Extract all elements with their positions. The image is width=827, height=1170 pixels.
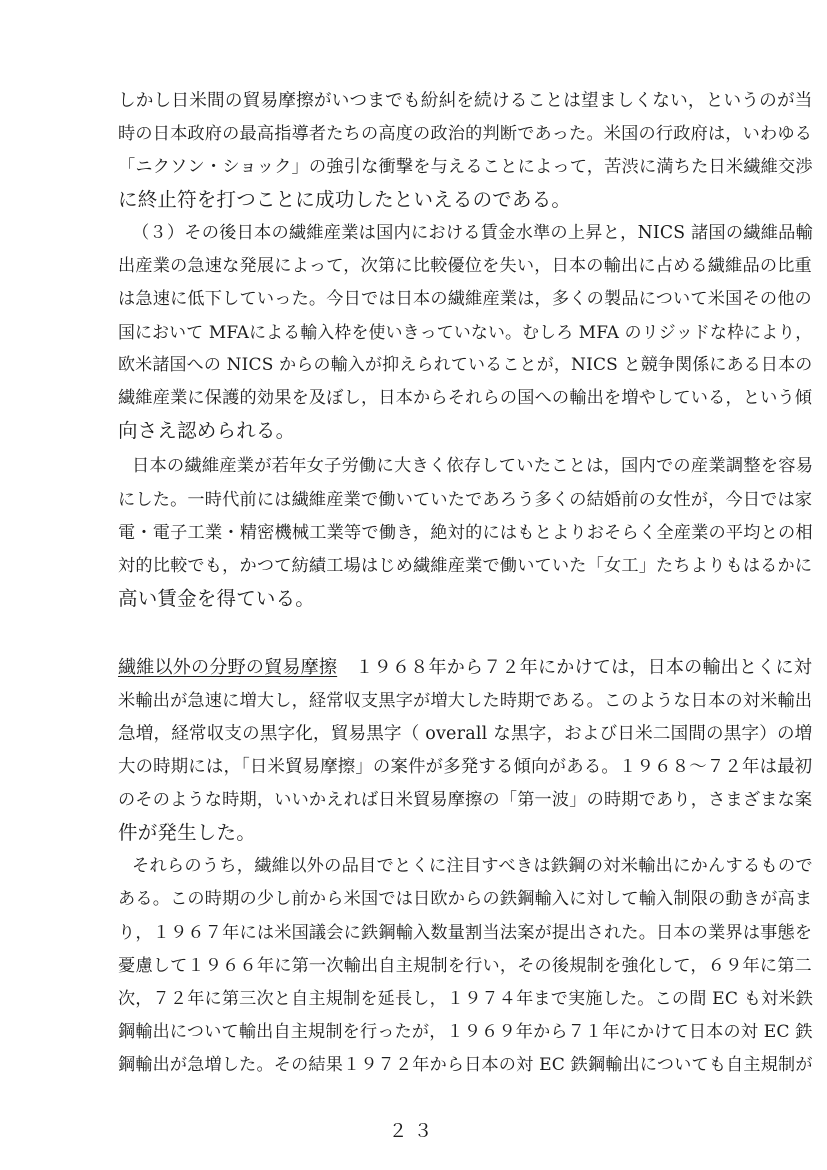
paragraph-3-line-4: 対的比較でも，かつて紡績工場はじめ繊維産業で働いていた「女工」たちよりもはるかに — [118, 556, 813, 576]
paragraph-3-line-2: にした。一時代前には繊維産業で働いていたであろう多くの結婚前の女性が，今日では家 — [118, 490, 813, 510]
paragraph-3-line-1: 日本の繊維産業が若年女子労働に大きく依存していたことは，国内での産業調整を容易 — [132, 456, 814, 476]
paragraph-2-line-4: 国において MFAによる輸入枠を使いきっていない。むしろ MFA のリジッドな枠により， — [118, 322, 813, 342]
section-line-6: 件が発生した。 — [118, 821, 256, 844]
paragraph-2-line-2: 出産業の急速な発展によって，次第に比較優位を失い，日本の輸出に占める繊維品の比重 — [118, 256, 812, 276]
paragraph-2-line-3: は急速に低下していった。今日では日本の繊維産業は，多くの製品について米国その他の — [118, 289, 812, 309]
section-line-5: のそのような時期，いいかえれば日米貿易摩擦の「第一波」の時期であり，さまざまな案 — [118, 790, 813, 810]
paragraph-3-line-3: 電・電子工業・精密機械工業等で働き，絶対的にはもとよりおそらく全産業の平均との相 — [118, 523, 813, 543]
paragraph-1-line-2: 時の日本政府の最高指導者たちの高度の政治的判断であった。米国の行政府は，いわゆる — [118, 124, 813, 144]
section-first-line — [118, 655, 812, 681]
paragraph-3-line-5: 高い賃金を得ている。 — [118, 587, 316, 610]
section-line-3: 急増，経常収支の黒字化，貿易黒字（ overall な黒字，および日米二国間の黒字）の増 — [118, 724, 813, 744]
paragraph-2-line-5: 欧米諸国への NICS からの輸入が抑えられていることが，NICS と競争関係にある日本の — [118, 355, 813, 375]
paragraph-2-line-6: 繊維産業に保護的効果を及ぼし，日本からそれらの国への輸出を増やしている，という傾 — [118, 388, 813, 408]
paragraph-last-line-6: 鋼輸出について輸出自主規制を行ったが，１９６９年から７１年にかけて日本の対 EC 鉄 — [118, 1022, 813, 1042]
paragraph-last-line-3: り，１９６７年には米国議会に鉄鋼輸入数量割当法案が提出された。日本の業界は事態を — [118, 923, 813, 943]
section-line-2: 米輸出が急速に増大し，経常収支黒字が増大した時期である。このような日本の対米輸出 — [118, 691, 813, 711]
page-number: ２３ — [388, 1120, 439, 1142]
section-heading: 繊維以外の分野の貿易摩擦 — [118, 657, 338, 678]
paragraph-2-line-7: 向さえ認められる。 — [118, 419, 296, 442]
paragraph-last-line-5: 次，７２年に第三次と自主規制を延長し，１９７４年まで実施した。この間 EC も対米鉄 — [118, 989, 814, 1009]
paragraph-last-line-4: 憂慮して１９６６年に第一次輸出自主規制を行い，その後規制を強化して，６９年に第二 — [118, 956, 812, 976]
paragraph-last-line-1: それらのうち，繊維以外の品目でとくに注目すべきは鉄鋼の対米輸出にかんするもので — [132, 856, 813, 876]
section-line-4: 大の時期には，「日米貿易摩擦」の案件が多発する傾向がある。１９６８～７２年は最初 — [118, 757, 813, 777]
paragraph-1-line-4: に終止符を打つことに成功したといえるのである。 — [118, 188, 572, 211]
paragraph-last-line-7: 鋼輸出が急増した。その結果１９７２年から日本の対 EC 鉄鋼輸出についても自主規制が — [118, 1055, 813, 1075]
paragraph-2-line-1: （３）その後日本の繊維産業は国内における賃金水準の上昇と，NICS 諸国の繊維品輸 — [132, 223, 813, 243]
section-first-line-text: １９６８年から７２年にかけては，日本の輸出とくに対 — [337, 657, 812, 678]
paragraph-last-line-2: ある。この時期の少し前から米国では日欧からの鉄鋼輸入に対して輸入制限の動きが高ま — [118, 889, 813, 909]
paragraph-1-line-3: 「ニクソン・ショック」の強引な衝撃を与えることによって，苦渋に満ちた日米繊維交渉 — [118, 157, 813, 177]
paragraph-1-line-1: しかし日米間の貿易摩擦がいつまでも紛糾を続けることは望ましくない，というのが当 — [118, 91, 813, 111]
